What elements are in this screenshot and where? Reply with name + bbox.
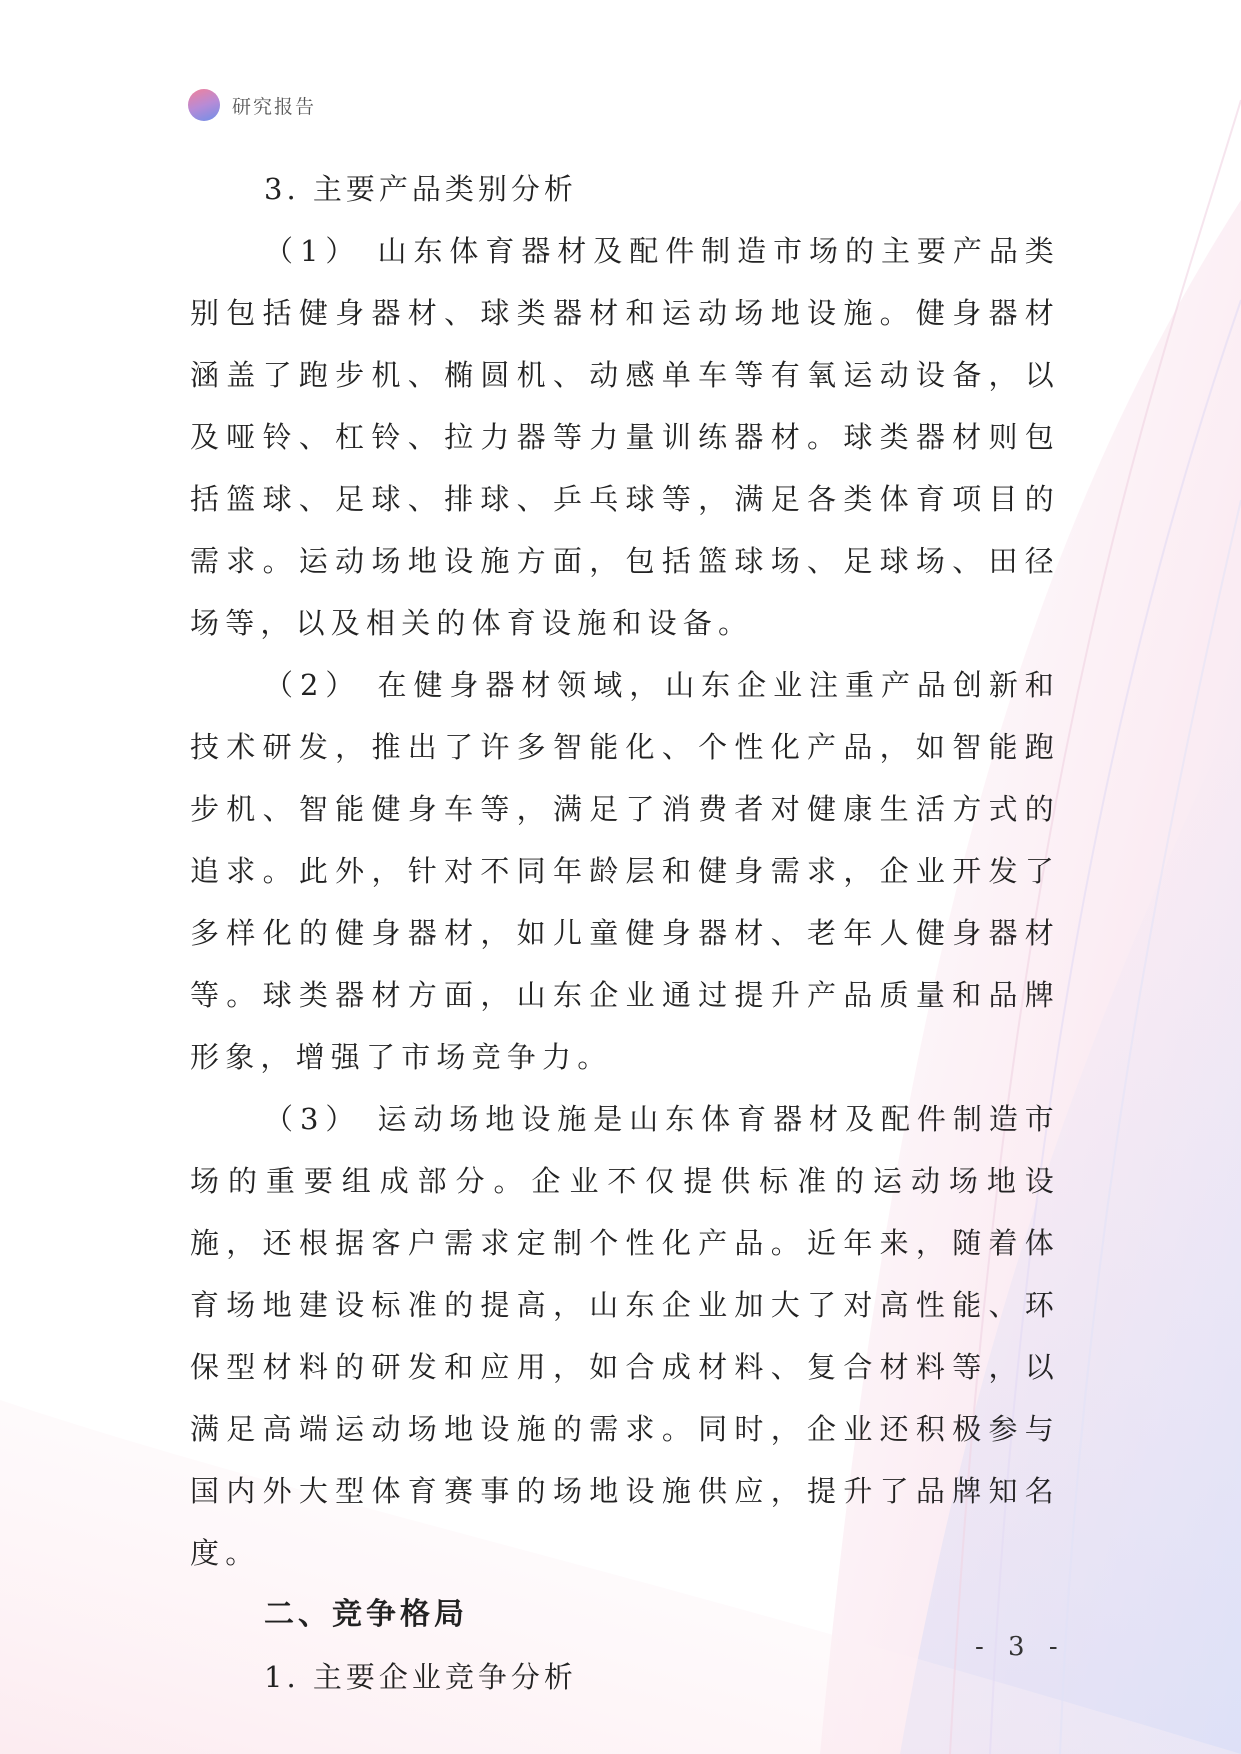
paragraph-3: （3） 运动场地设施是山东体育器材及配件制造市场的重要组成部分。企业不仅提供标准的运动场地设施，还根据客户需求定制个性化产品。近年来，随着体育场地建设标准的提高，山东企业加大了对高性能、环保型材料的研发和应用，如合成材料、复合材料等，以满足高端运动场地设施的需求。同时，企业还积极参与国内外大型体育赛事的场地设施供应，提升了品牌知名度。	[190, 1102, 1060, 1570]
document-body	[190, 158, 1060, 1708]
section-heading-enterprise-competition: 1. 主要企业竞争分析	[264, 1660, 577, 1694]
header-title: 研究报告	[232, 95, 317, 118]
paragraph-2: （2） 在健身器材领域，山东企业注重产品创新和技术研发，推出了许多智能化、个性化产品，如智能跑步机、智能健身车等，满足了消费者对健康生活方式的追求。此外，针对不同年龄层和健身需求，企业开发了多样化的健身器材，如儿童健身器材、老年人健身器材等。球类器材方面，山东企业通过提升产品质量和品牌形象，增强了市场竞争力。	[190, 668, 1060, 1074]
chapter-heading-competition: 二、竞争格局	[264, 1597, 468, 1632]
paragraph-1: （1） 山东体育器材及配件制造市场的主要产品类别包括健身器材、球类器材和运动场地设施。健身器材涵盖了跑步机、椭圆机、动感单车等有氧运动设备，以及哑铃、杠铃、拉力器等力量训练器材。球类器材则包括篮球、足球、排球、乒乓球等，满足各类体育项目的需求。运动场地设施方面，包括篮球场、足球场、田径场等，以及相关的体育设施和设备。	[190, 234, 1060, 640]
page-header	[188, 88, 316, 122]
report-logo-icon	[188, 89, 220, 121]
section-heading-product-categories: 3. 主要产品类别分析	[264, 172, 577, 206]
page-number: - 3 -	[975, 1632, 1066, 1662]
